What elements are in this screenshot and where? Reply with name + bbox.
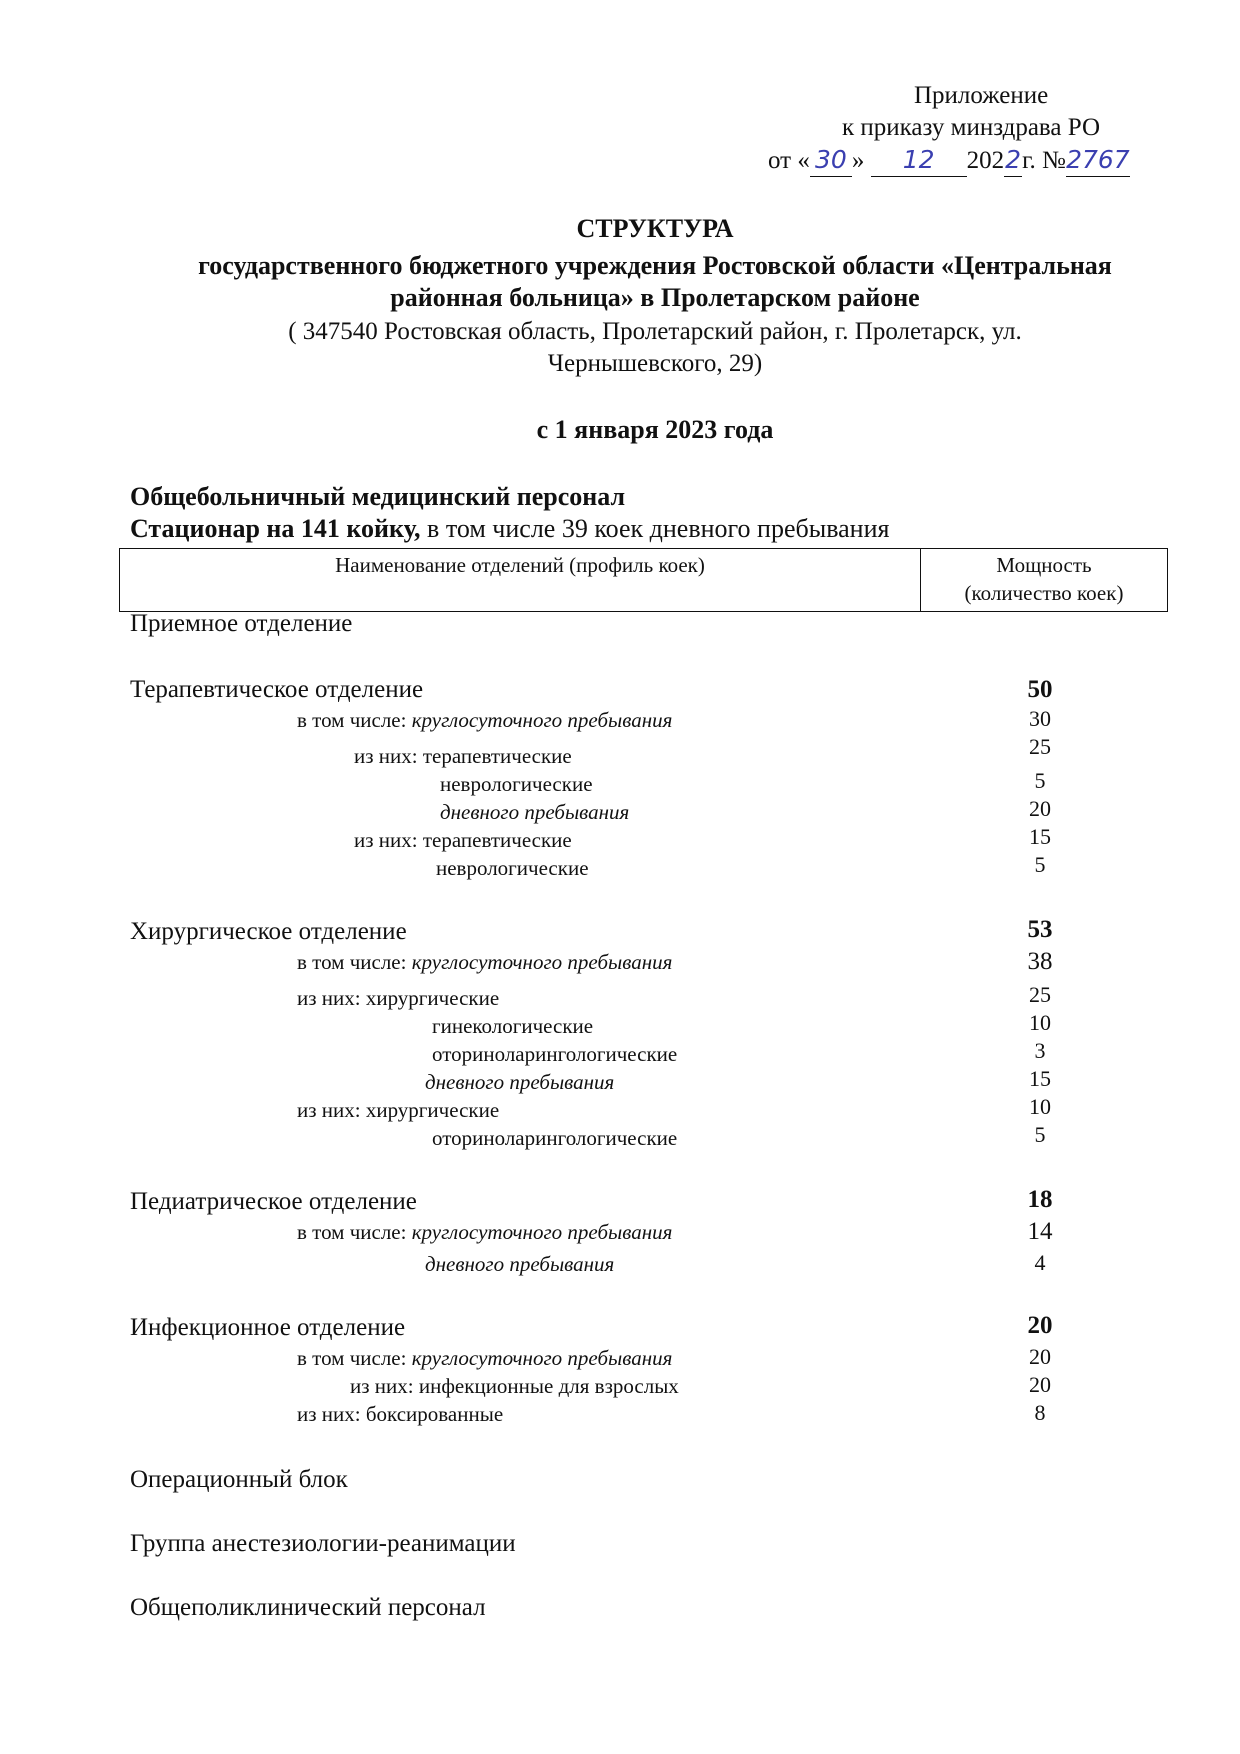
infectious-round [297, 1346, 672, 1371]
surgery-round-2: гинекологические [432, 1014, 594, 1038]
therapy-round-label: круглосуточного пребывания [411, 708, 673, 732]
dept-infectious-total: 20 [1027, 1312, 1053, 1339]
surgery-round-1: из них: хирургические [297, 986, 500, 1010]
surgery-day: дневного пребывания [425, 1070, 615, 1094]
surgery-round-3: оториноларингологические [432, 1042, 678, 1066]
institution-name-line2: районная больница» в Пролетарском районе [390, 283, 920, 312]
column-capacity [921, 549, 1168, 612]
appendix-label: Приложение [914, 82, 1049, 109]
surgery-day-2-count: 5 [1034, 1122, 1046, 1147]
therapy-day: дневного пребывания [440, 800, 630, 824]
therapy-day-2-count: 5 [1034, 852, 1046, 877]
surgery-round-1-count: 25 [1029, 982, 1051, 1007]
surgery-day-count: 15 [1029, 1066, 1051, 1091]
pediatric-round [297, 1220, 672, 1245]
surgery-day-1-count: 10 [1029, 1094, 1051, 1119]
order-date-prefix: от « [768, 147, 810, 174]
surgery-round-2-count: 10 [1029, 1010, 1051, 1035]
therapy-round-2-count: 5 [1034, 768, 1046, 793]
institution-name-line1: государственного бюджетного учреждения Ростовской области «Центральная [198, 251, 1112, 280]
order-date-quote: » [851, 147, 865, 174]
surgery-round-prefix: в том числе: [297, 950, 412, 974]
therapy-round-2: неврологические [440, 772, 593, 796]
infectious-round-1: из них: инфекционные для взрослых [350, 1374, 679, 1398]
surgery-round-count: 38 [1027, 948, 1053, 975]
therapy-day-count: 20 [1029, 796, 1051, 821]
surgery-round-3-count: 3 [1034, 1038, 1046, 1063]
dept-infectious: Инфекционное отделение [130, 1314, 406, 1341]
pediatric-round-count: 14 [1027, 1218, 1053, 1245]
infectious-round-2-count: 8 [1034, 1400, 1046, 1425]
dept-surgery-total: 53 [1027, 916, 1053, 943]
dept-pediatric-total: 18 [1027, 1186, 1053, 1213]
order-number: 2767 [1066, 144, 1130, 177]
order-reference: к приказу минздрава РО [842, 114, 1101, 141]
column-capacity-line2: (количество коек) [964, 581, 1124, 605]
infectious-round-1-count: 20 [1029, 1372, 1051, 1397]
address-line1: ( 347540 Ростовская область, Пролетарский район, г. Пролетарск, ул. [288, 318, 1022, 345]
dept-admission: Приемное отделение [130, 610, 353, 637]
effective-date: с 1 января 2023 года [536, 415, 774, 444]
surgery-day-2: оториноларингологические [432, 1126, 678, 1150]
therapy-day-1-count: 15 [1029, 824, 1051, 849]
therapy-day-2: неврологические [436, 856, 589, 880]
pediatric-round-label: круглосуточного пребывания [411, 1220, 673, 1244]
surgery-round-label: круглосуточного пребывания [411, 950, 673, 974]
dept-therapy-total: 50 [1027, 676, 1053, 703]
infectious-round-label: круглосуточного пребывания [411, 1346, 673, 1370]
section-heading: Общебольничный медицинский персонал [130, 482, 626, 511]
surgery-day-1: из них: хирургические [297, 1098, 500, 1122]
order-year-digit: 2 [1004, 144, 1022, 177]
pediatric-round-prefix: в том числе: [297, 1220, 412, 1244]
dept-polyclinic-staff: Общеполиклинический персонал [130, 1594, 486, 1621]
hospital-capacity-rest: в том числе 39 коек дневного пребывания [420, 514, 890, 543]
surgery-round [297, 950, 672, 975]
infectious-round-count: 20 [1029, 1344, 1051, 1369]
address-line2: Чернышевского, 29) [547, 350, 763, 377]
order-month: 12 [871, 144, 967, 177]
order-date-line [768, 144, 1130, 177]
order-day: 30 [810, 144, 852, 177]
dept-therapy: Терапевтическое отделение [130, 676, 424, 703]
document-title: СТРУКТУРА [576, 214, 734, 243]
therapy-round-1: из них: терапевтические [354, 744, 572, 768]
dept-surgery: Хирургическое отделение [130, 918, 407, 945]
therapy-day-1: из них: терапевтические [354, 828, 572, 852]
pediatric-day-count: 4 [1034, 1250, 1046, 1275]
hospital-capacity-bold: Стационар на 141 койку, [130, 514, 421, 543]
therapy-round-prefix: в том числе: [297, 708, 412, 732]
infectious-round-2: из них: боксированные [297, 1402, 504, 1426]
order-number-label: г. № [1022, 147, 1066, 174]
column-department-name: Наименование отделений (профиль коек) [120, 549, 921, 612]
hospital-capacity [130, 514, 889, 544]
order-year-prefix: 202 [966, 147, 1005, 174]
therapy-round-1-count: 25 [1029, 734, 1051, 759]
infectious-round-prefix: в том числе: [297, 1346, 412, 1370]
therapy-round-count: 30 [1029, 706, 1051, 731]
pediatric-day: дневного пребывания [425, 1252, 615, 1276]
column-capacity-line1: Мощность [996, 553, 1092, 577]
table-header [119, 548, 1168, 612]
dept-anesthesia-group: Группа анестезиологии-реанимации [130, 1530, 516, 1557]
dept-pediatric: Педиатрическое отделение [130, 1188, 417, 1215]
dept-operating-block: Операционный блок [130, 1466, 348, 1493]
therapy-round [297, 708, 672, 733]
